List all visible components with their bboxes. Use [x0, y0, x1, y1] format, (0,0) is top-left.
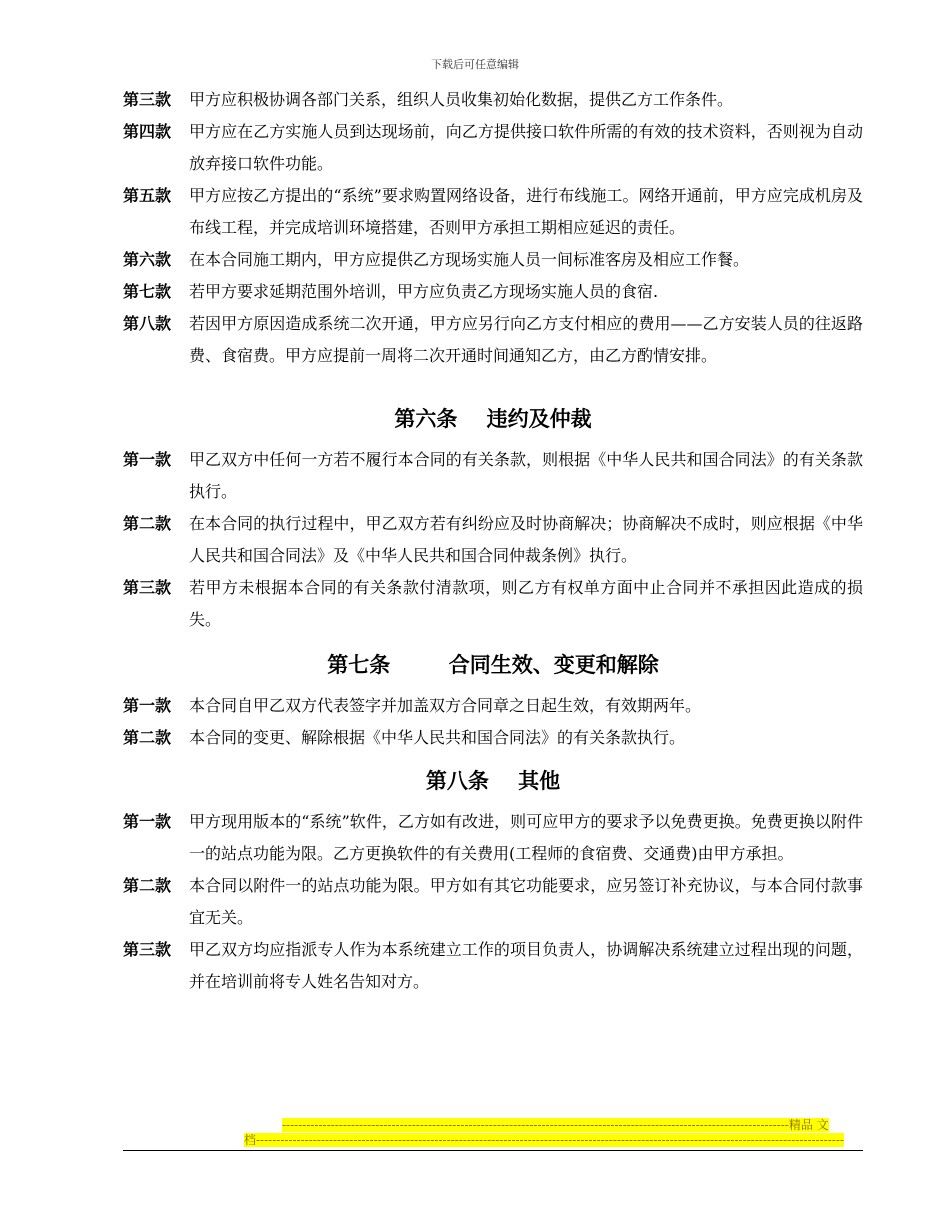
clause-item: [123, 276, 863, 308]
clause-item: [123, 870, 863, 934]
clause-label: 第二款: [123, 728, 172, 747]
section6-clauses: [123, 444, 863, 636]
clause-text: 在本合同施工期内，甲方应提供乙方现场实施人员一间标准客房及相应工作餐。: [189, 250, 750, 269]
section8-clauses: [123, 806, 863, 998]
footer-banner-text-2: 档-------------------------------------------------------------------------------------------------------------------------------------------------: [244, 1133, 844, 1147]
clause-item: [123, 444, 863, 508]
section-heading-article-7: 第七条 合同生效、变更和解除: [327, 653, 659, 677]
clause-label: 第五款: [123, 186, 172, 205]
footer-banner-text-1: -----------------------------------------------------------------------------------------------------------------------------精品 文: [282, 1118, 829, 1132]
footer-watermark-banner: [244, 1118, 844, 1148]
clause-text: 本合同自甲乙双方代表签字并加盖双方合同章之日起生效，有效期两年。: [189, 696, 702, 715]
clause-item: [123, 244, 863, 276]
clause-text: 本合同以附件一的站点功能为限。甲方如有其它功能要求，应另签订补充协议，与本合同付款事宜无关。: [189, 876, 863, 927]
clause-item: [123, 116, 863, 180]
clause-item: [123, 572, 863, 636]
clause-label: 第二款: [123, 514, 172, 533]
clause-text: 本合同的变更、解除根据《中华人民共和国合同法》的有关条款执行。: [189, 728, 686, 747]
section7-clauses: [123, 690, 863, 754]
clause-item: [123, 308, 863, 372]
footer-banner-line-1: [244, 1118, 829, 1133]
clause-text: 甲方应在乙方实施人员到达现场前，向乙方提供接口软件所需的有效的技术资料，否则视为自动放弃接口软件功能。: [189, 122, 863, 173]
section-heading-article-6: 第六条 违约及仲裁: [394, 407, 592, 431]
section5-clauses: [123, 84, 863, 372]
clause-label: 第一款: [123, 450, 172, 469]
clause-text: 若甲方要求延期范围外培训，甲方应负责乙方现场实施人员的食宿.: [189, 282, 659, 301]
clause-item: [123, 84, 863, 116]
clause-item: [123, 508, 863, 572]
clause-item: [123, 690, 863, 722]
clause-text: 若甲方未根据本合同的有关条款付清款项，则乙方有权单方面中止合同并不承担因此造成的损失。: [189, 578, 863, 629]
clause-text: 在本合同的执行过程中，甲乙双方若有纠纷应及时协商解决；协商解决不成时，则应根据《中华人民共和国合同法》及《中华人民共和国合同仲裁条例》执行。: [189, 514, 863, 565]
clause-text: 甲方应积极协调各部门关系，组织人员收集初始化数据，提供乙方工作条件。: [189, 90, 734, 109]
clause-label: 第二款: [123, 876, 172, 895]
clause-item: [123, 806, 863, 870]
clause-item: [123, 180, 863, 244]
clause-text: 甲方应按乙方提出的“系统”要求购置网络设备，进行布线施工。网络开通前，甲方应完成机房及布线工程，并完成培训环境搭建，否则甲方承担工期相应延迟的责任。: [189, 186, 863, 237]
footer-banner-line-2: [244, 1133, 844, 1148]
clause-label: 第六款: [123, 250, 172, 269]
document-body: [123, 84, 863, 998]
page-header: 下载后可任意编辑: [431, 58, 519, 71]
section-heading-article-8: 第八条 其他: [425, 769, 561, 793]
clause-label: 第八款: [123, 314, 172, 333]
clause-label: 第四款: [123, 122, 172, 141]
clause-text: 甲方现用版本的“系统”软件，乙方如有改进，则可应甲方的要求予以免费更换。免费更换以附件一的站点功能为限。乙方更换软件的有关费用(工程师的食宿费、交通费)由甲方承担。: [189, 812, 863, 863]
clause-label: 第三款: [123, 578, 172, 597]
clause-label: 第一款: [123, 812, 172, 831]
clause-label: 第三款: [123, 90, 172, 109]
clause-label: 第七款: [123, 282, 172, 301]
clause-label: 第一款: [123, 696, 172, 715]
clause-label: 第三款: [123, 940, 172, 959]
clause-text: 甲乙双方中任何一方若不履行本合同的有关条款，则根据《中华人民共和国合同法》的有关条款执行。: [189, 450, 863, 501]
clause-text: 若因甲方原因造成系统二次开通，甲方应另行向乙方支付相应的费用——乙方安装人员的往返路费、食宿费。甲方应提前一周将二次开通时间通知乙方，由乙方酌情安排。: [189, 314, 863, 365]
clause-item: [123, 722, 863, 754]
clause-item: [123, 934, 863, 998]
footer-divider: [123, 1150, 863, 1151]
clause-text: 甲乙双方均应指派专人作为本系统建立工作的项目负责人，协调解决系统建立过程出现的问题，并在培训前将专人姓名告知对方。: [189, 940, 863, 991]
